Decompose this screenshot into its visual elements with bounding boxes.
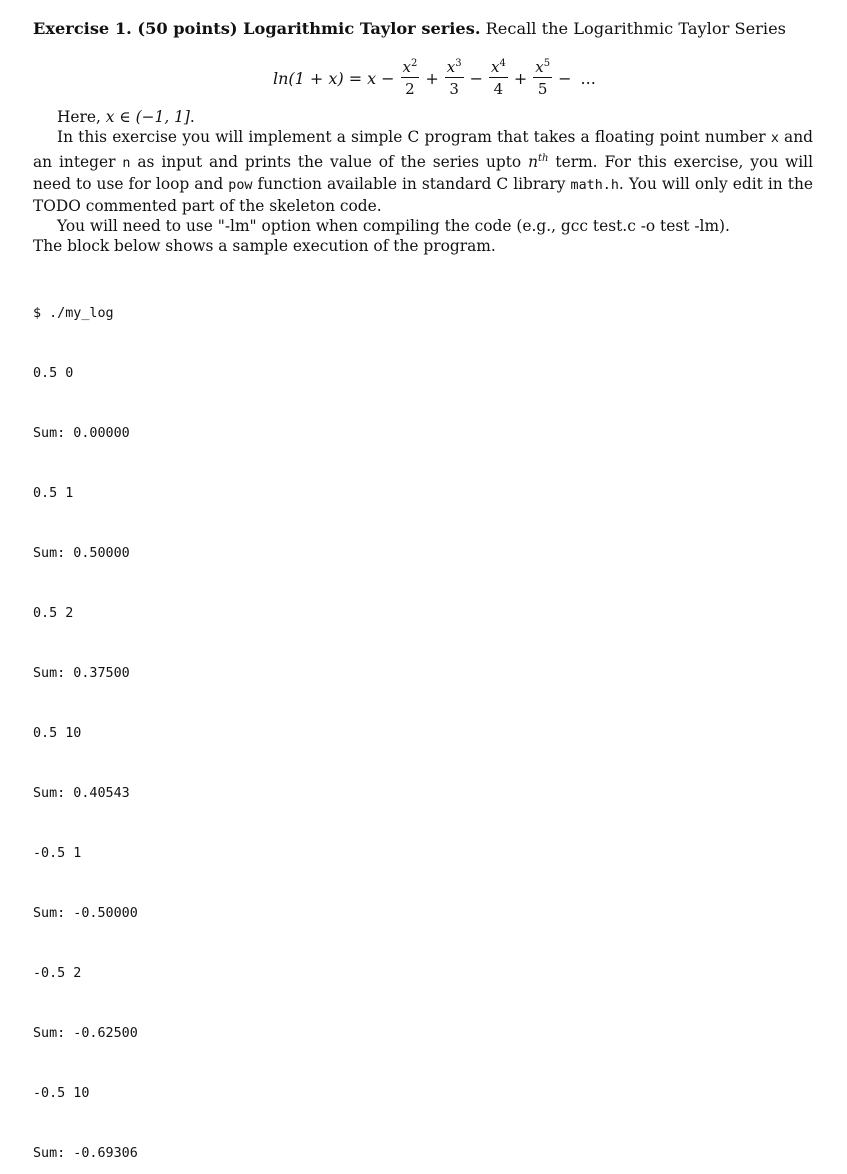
code-line: Sum: 0.00000 [33,426,130,441]
code-line: -0.5 10 [33,1086,90,1101]
sample-execution-block [33,264,138,1174]
formula-fraction [445,58,464,99]
domain-suffix: . [189,108,195,126]
code-line: 0.5 0 [33,366,74,381]
code-line: Sum: -0.69306 [33,1146,138,1161]
instructions-paragraph [33,127,813,216]
instructions-text: function available in standard C library [252,175,571,194]
formula-ellipsis: ... [580,68,596,88]
formula-lhs: ln(1 + x) [273,68,344,88]
compile-paragraph: You will need to use "-lm" option when compiling the code (e.g., gcc test.c -o test -lm). [57,217,730,236]
formula-tail-sign: − [558,68,572,88]
formula-fraction [533,58,552,99]
fraction-numerator: x [402,57,411,76]
instructions-text: . You will only edit in the TODO commented part of the skeleton code. [33,175,813,216]
formula-term-sign: + [513,68,528,88]
formula-first-term: x [367,68,377,88]
document-page [33,17,814,1161]
code-line: -0.5 1 [33,846,82,861]
domain-prefix: Here, [57,108,106,126]
formula-fraction [401,58,420,99]
domain-paragraph [33,107,813,127]
fraction-denominator: 4 [493,79,504,98]
formula-term-sign: − [469,68,484,88]
exercise-title-rest: Recall the Logarithmic Taylor Series [480,19,786,38]
nth-superscript: th [538,153,549,164]
instructions-text: and an integer [33,128,813,172]
code-line: Sum: 0.40543 [33,786,130,801]
fraction-exponent: 5 [543,57,551,69]
nth-math [528,153,548,171]
sample-intro-paragraph: The block below shows a sample execution of the program. [33,237,496,256]
fraction-numerator: x [491,57,500,76]
fraction-exponent: 4 [499,57,506,69]
instructions-text: term. For this exercise, you will need to use for loop and [33,153,814,194]
instructions-text: In this exercise you will implement a simple C program that takes a floating point number [57,128,771,146]
code-line: -0.5 2 [33,966,82,981]
formula-term-sign: − [381,68,395,88]
taylor-series-formula [273,55,596,101]
code-line: 0.5 2 [33,606,74,621]
code-n: n [122,156,131,172]
code-line: Sum: 0.37500 [33,666,130,681]
code-pow: pow [228,178,253,194]
code-x: x [770,131,779,146]
code-math-h: math.h [570,178,619,194]
fraction-numerator: x [535,57,544,76]
formula-fraction [489,58,508,99]
fraction-numerator: x [446,57,456,76]
fraction-denominator: 3 [449,79,459,98]
formula-term-sign: + [425,68,439,88]
code-line: Sum: -0.50000 [33,906,138,921]
formula-equals: = [348,68,363,88]
exercise-heading [33,17,813,41]
exercise-title: Exercise 1. (50 points) Logarithmic Taylor series. [33,19,481,38]
code-line: $ ./my_log [33,306,114,321]
instructions-text: as input and prints the value of the series upto [130,153,529,172]
nth-base: n [528,153,539,172]
code-line: Sum: -0.62500 [33,1026,138,1041]
code-line: 0.5 10 [33,726,82,741]
fraction-exponent: 2 [411,57,418,69]
fraction-denominator: 5 [537,79,548,98]
fraction-denominator: 2 [405,79,415,98]
exercise-description [33,107,813,256]
fraction-exponent: 3 [455,57,462,69]
code-line: Sum: 0.50000 [33,546,130,561]
domain-math: x ∈ (−1, 1] [105,108,190,126]
code-line: 0.5 1 [33,486,74,501]
